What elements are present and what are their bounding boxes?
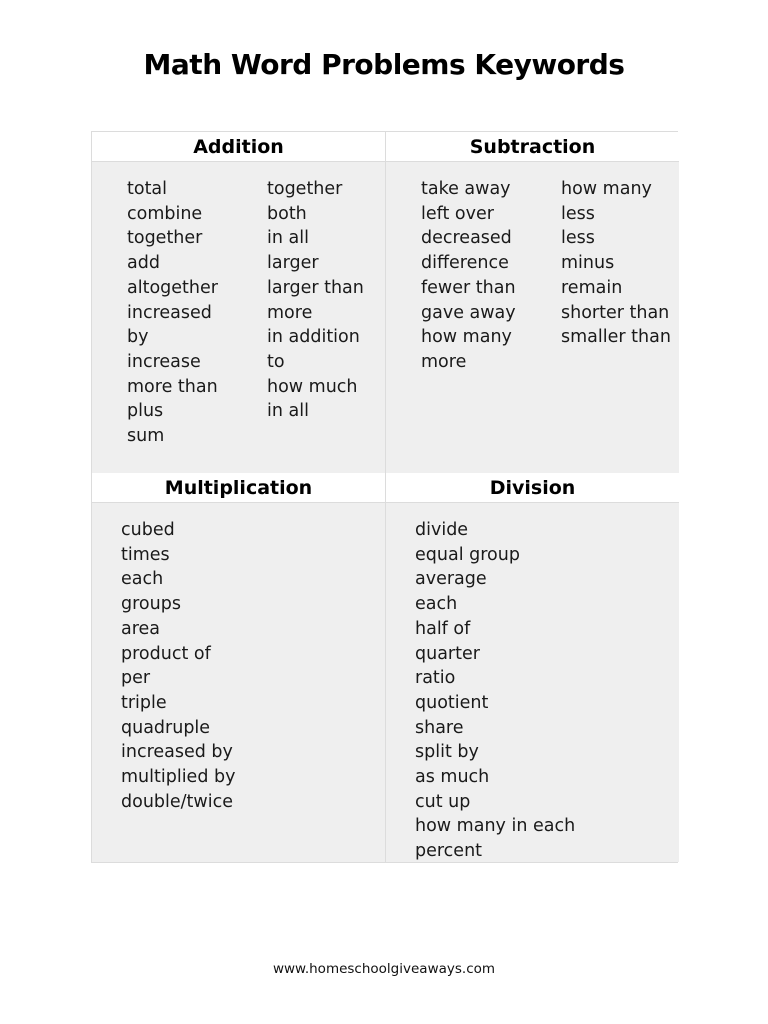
keyword-item: larger (267, 253, 319, 274)
keyword-item: together (127, 228, 203, 249)
keyword-item: as much (415, 767, 490, 788)
addition-section (92, 132, 385, 473)
keyword-item: triple (121, 692, 167, 713)
keyword-item: in addition (267, 327, 360, 348)
keyword-item: to (267, 351, 285, 372)
keyword-item: more (267, 302, 313, 323)
multiplication-list (121, 518, 235, 814)
keyword-item: groups (121, 594, 181, 615)
keyword-item: less (561, 203, 595, 224)
keyword-item: decreased (421, 228, 512, 249)
keyword-item: area (121, 618, 161, 639)
keyword-item: quadruple (121, 717, 211, 738)
keyword-item: gave away (421, 302, 516, 323)
keyword-item: more than (127, 376, 218, 397)
addition-list-col1 (127, 177, 218, 449)
keyword-item: double/twice (121, 791, 233, 812)
keyword-item: less (561, 228, 595, 249)
keyword-item: shorter than (561, 302, 670, 323)
keyword-item: fewer than (421, 277, 516, 298)
division-section (386, 473, 679, 862)
keyword-item: cut up (415, 791, 471, 812)
keyword-item: quarter (415, 643, 480, 664)
keyword-item: together (267, 179, 343, 199)
keyword-item: half of (415, 618, 471, 639)
keyword-item: remain (561, 277, 623, 298)
keyword-item: by (127, 327, 149, 348)
keyword-item: how many (561, 179, 652, 199)
keyword-item: cubed (121, 520, 175, 540)
division-heading: Division (386, 473, 679, 503)
subtraction-list-col2 (561, 177, 671, 350)
keywords-table (91, 131, 678, 863)
keyword-item: each (415, 594, 458, 615)
keyword-item: more (421, 351, 467, 372)
keyword-item: smaller than (561, 327, 671, 348)
keyword-item: minus (561, 253, 615, 274)
keyword-item: in all (267, 401, 309, 422)
keyword-item: average (415, 569, 487, 590)
keyword-item: quotient (415, 692, 489, 713)
keyword-item: in all (267, 228, 309, 249)
keyword-item: ratio (415, 668, 456, 689)
keyword-item: take away (421, 179, 511, 199)
keyword-item: percent (415, 841, 483, 862)
keyword-item: how many (421, 327, 512, 348)
keyword-item: equal group (415, 544, 520, 565)
footer-url: www.homeschoolgiveaways.com (272, 961, 496, 977)
keyword-item: plus (127, 401, 164, 422)
addition-heading: Addition (92, 132, 385, 162)
column-divider (385, 132, 386, 862)
keyword-item: add (127, 253, 160, 274)
keyword-item: share (415, 717, 464, 738)
keyword-item: larger than (267, 277, 364, 298)
keyword-item: total (127, 179, 168, 199)
keyword-item: split by (415, 742, 479, 763)
keyword-item: combine (127, 203, 203, 224)
keyword-item: multiplied by (121, 767, 236, 788)
keyword-item: how many in each (415, 816, 576, 837)
keyword-item: divide (415, 520, 469, 540)
page-title: Math Word Problems Keywords (143, 48, 625, 81)
multiplication-section (92, 473, 385, 862)
keyword-item: increase (127, 351, 201, 372)
keyword-item: increased (127, 302, 212, 323)
keyword-item: per (121, 668, 151, 689)
keyword-item: each (121, 569, 164, 590)
keyword-item: both (267, 203, 307, 224)
keyword-item: increased by (121, 742, 233, 763)
subtraction-heading: Subtraction (386, 132, 679, 162)
keyword-item: product of (121, 643, 211, 664)
keyword-item: times (121, 544, 170, 565)
division-list (415, 518, 575, 864)
keyword-item: left over (421, 203, 494, 224)
subtraction-section (386, 132, 679, 473)
keyword-item: altogether (127, 277, 218, 298)
multiplication-heading: Multiplication (92, 473, 385, 503)
subtraction-list-col1 (421, 177, 516, 375)
addition-list-col2 (267, 177, 364, 424)
keyword-item: difference (421, 253, 509, 274)
keyword-item: how much (267, 376, 358, 397)
keyword-item: sum (127, 426, 165, 447)
